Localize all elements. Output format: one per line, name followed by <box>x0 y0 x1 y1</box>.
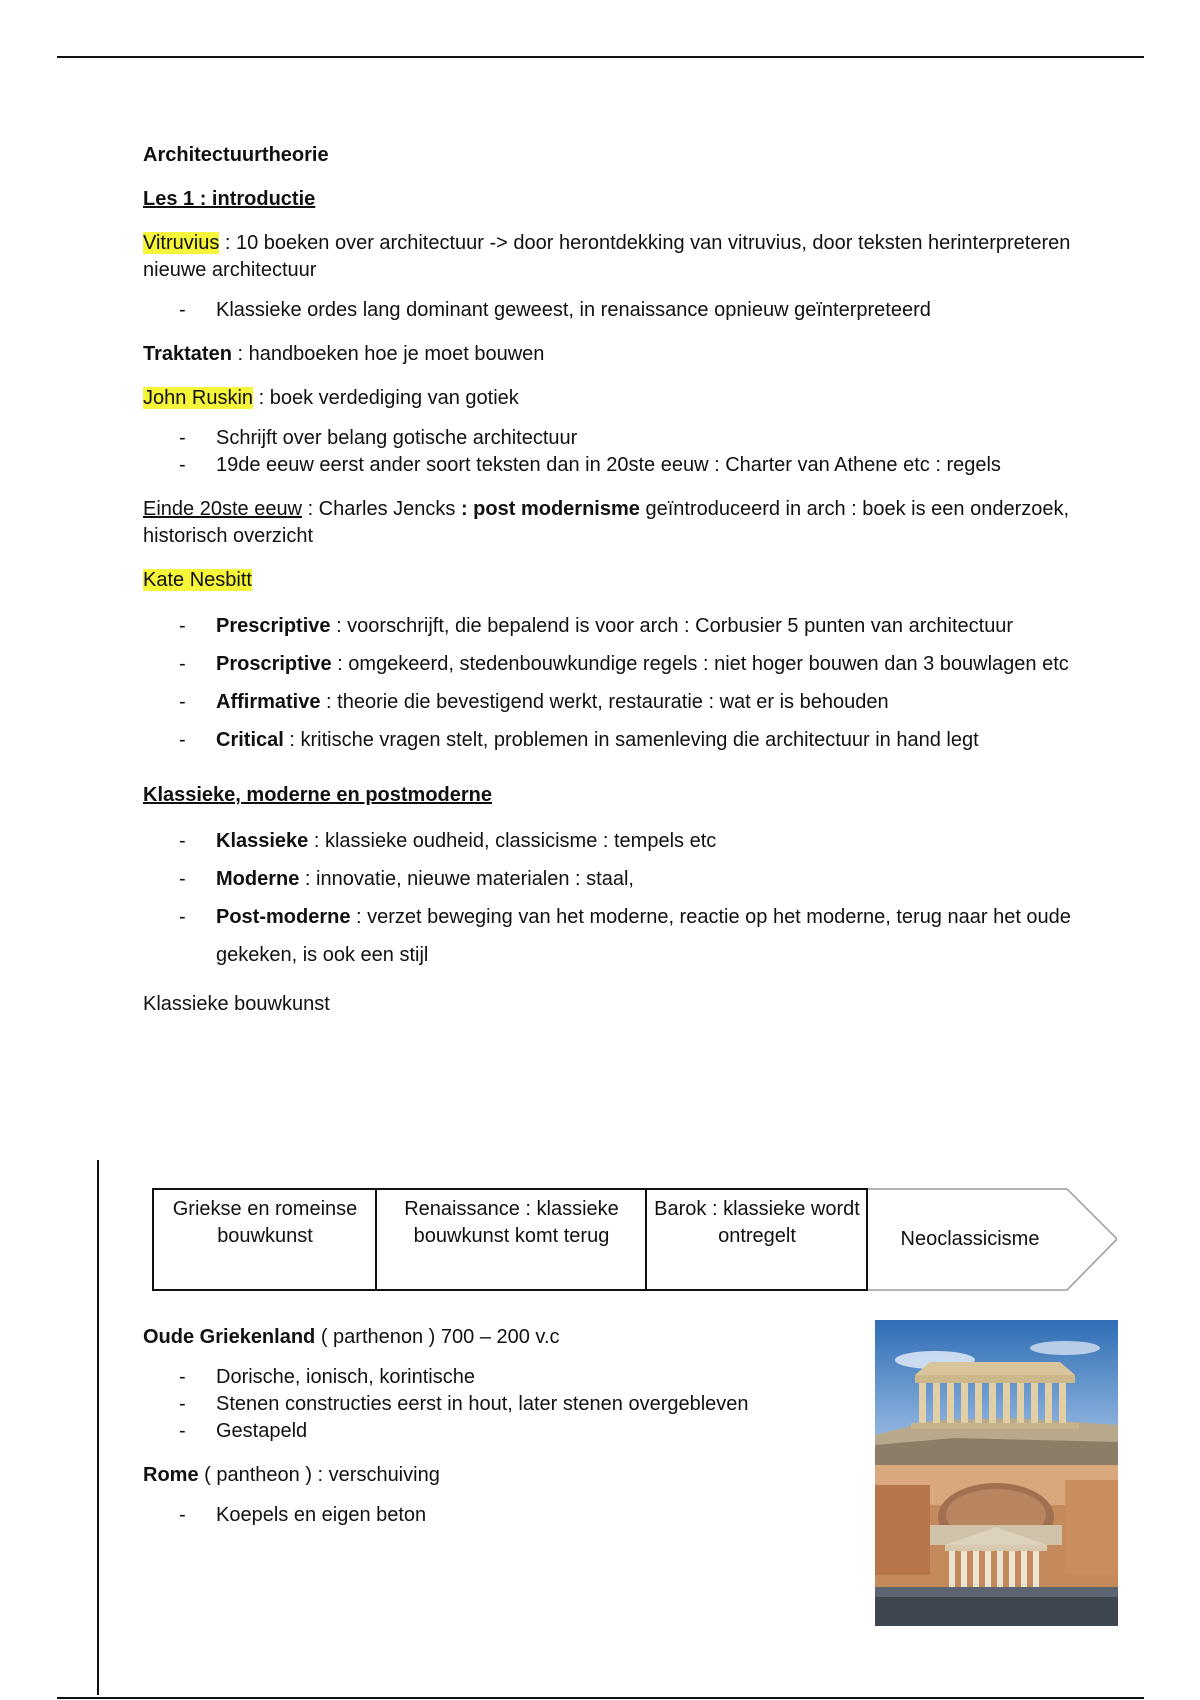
list-item: - Koepels en eigen beton <box>143 1502 843 1529</box>
list-item: - Dorische, ionisch, korintische <box>143 1364 843 1391</box>
lesson-heading: Les 1 : introductie <box>143 188 316 210</box>
nesbitt-name: Kate Nesbitt <box>143 569 252 591</box>
rome-label: Rome <box>143 1464 199 1486</box>
term: Prescriptive <box>216 615 331 637</box>
vitruvius-list <box>143 297 1078 324</box>
parthenon-photo <box>875 1320 1118 1465</box>
pantheon-photo <box>875 1465 1118 1626</box>
list-item <box>143 721 1078 759</box>
greece-label: Oude Griekenland <box>143 1326 316 1348</box>
traktaten-text: : handboeken hoe je moet bouwen <box>231 343 545 365</box>
list-item <box>143 683 1078 721</box>
vitruvius-name: Vitruvius <box>143 232 220 254</box>
term: Moderne <box>216 868 300 890</box>
list-item <box>143 898 1078 974</box>
term-text: : theorie die bevestigend werkt, restauratie : wat er is behouden <box>320 691 889 713</box>
timeline-step <box>384 1188 639 1291</box>
rome-list <box>143 1502 843 1529</box>
list-item: - Stenen constructies eerst in hout, later stenen overgebleven <box>143 1391 843 1418</box>
rome-text: ( pantheon ) : verschuiving <box>198 1464 440 1486</box>
ruskin-text: : boek verdediging van gotiek <box>253 387 519 409</box>
traktaten-paragraph <box>143 341 1078 368</box>
term: Post-moderne <box>216 906 351 928</box>
jencks-paragraph <box>143 496 1078 550</box>
photo-column <box>875 1320 1118 1626</box>
jencks-period: Einde 20ste eeuw <box>143 498 303 520</box>
term-text: : innovatie, nieuwe materialen : staal, <box>299 868 634 890</box>
term-text: : omgekeerd, stedenbouwkundige regels : niet hoger bouwen dan 3 bouwlagen etc <box>331 653 1069 675</box>
vitruvius-paragraph <box>143 230 1078 284</box>
list-item <box>143 822 1078 860</box>
greece-text: ( parthenon ) 700 – 200 v.c <box>315 1326 560 1348</box>
greece-paragraph <box>143 1324 843 1351</box>
list-item: - Gestapeld <box>143 1418 843 1445</box>
nesbitt-paragraph <box>143 567 1078 594</box>
section2-list <box>143 822 1078 974</box>
list-item <box>143 860 1078 898</box>
ruskin-name: John Ruskin <box>143 387 254 409</box>
nesbitt-list <box>143 607 1078 759</box>
greece-list <box>143 1364 843 1445</box>
list-item: - Schrijft over belang gotische architectuur <box>143 425 1078 452</box>
rome-paragraph <box>143 1462 843 1489</box>
vitruvius-text: : 10 boeken over architectuur -> door herontdekking van vitruvius, door teksten herinterpreteren nieuwe architectuur <box>143 232 1071 281</box>
list-item <box>143 645 1078 683</box>
bouwkunst-label: Klassieke bouwkunst <box>143 993 330 1015</box>
list-item: - 19de eeuw eerst ander soort teksten dan in 20ste eeuw : Charter van Athene etc : regels <box>143 452 1078 479</box>
term: Proscriptive <box>216 653 332 675</box>
ruskin-paragraph <box>143 385 1078 412</box>
jencks-text-2: geïntroduceerd in arch : boek is een onderzoek, historisch overzicht <box>143 498 1070 547</box>
margin-bar <box>97 1160 99 1695</box>
timeline-diagram <box>152 1188 1117 1291</box>
timeline-step <box>160 1188 370 1291</box>
timeline-step-label: Barok : klassieke wordt ontregelt <box>654 1198 860 1247</box>
term-text: : verzet beweging van het moderne, reactie op het moderne, terug naar het oude gekeken, is ook een stijl <box>216 906 1071 966</box>
timeline-step <box>652 1188 862 1291</box>
greece-rome-section <box>143 1324 843 1546</box>
section-heading: Klassieke, moderne en postmoderne <box>143 784 493 806</box>
document-body <box>143 142 1078 1035</box>
jencks-text-1: : Charles Jencks <box>302 498 461 520</box>
timeline-step-label: Neoclassicisme <box>900 1228 1040 1250</box>
timeline-step-label: Griekse en romeinse bouwkunst <box>172 1198 358 1247</box>
top-rule <box>57 56 1144 58</box>
term: Critical <box>216 729 284 751</box>
term-text: : kritische vragen stelt, problemen in samenleving die architectuur in hand legt <box>283 729 979 751</box>
list-item <box>143 607 1078 645</box>
doc-title: Architectuurtheorie <box>143 144 329 166</box>
term: Klassieke <box>216 830 309 852</box>
ruskin-list <box>143 425 1078 479</box>
traktaten-label: Traktaten <box>143 343 232 365</box>
timeline-step-label: Renaissance : klassieke bouwkunst komt terug <box>404 1198 619 1247</box>
list-item: - Klassieke ordes lang dominant geweest, in renaissance opnieuw geïnterpreteerd <box>143 297 1078 324</box>
term-text: : voorschrijft, die bepalend is voor arch : Corbusier 5 punten van architectuur <box>330 615 1014 637</box>
term: Affirmative <box>216 691 321 713</box>
bottom-rule <box>57 1697 1144 1699</box>
term-text: : klassieke oudheid, classicisme : tempels etc <box>308 830 717 852</box>
timeline-step <box>870 1188 1070 1291</box>
jencks-bold: : post modernisme <box>460 498 640 520</box>
